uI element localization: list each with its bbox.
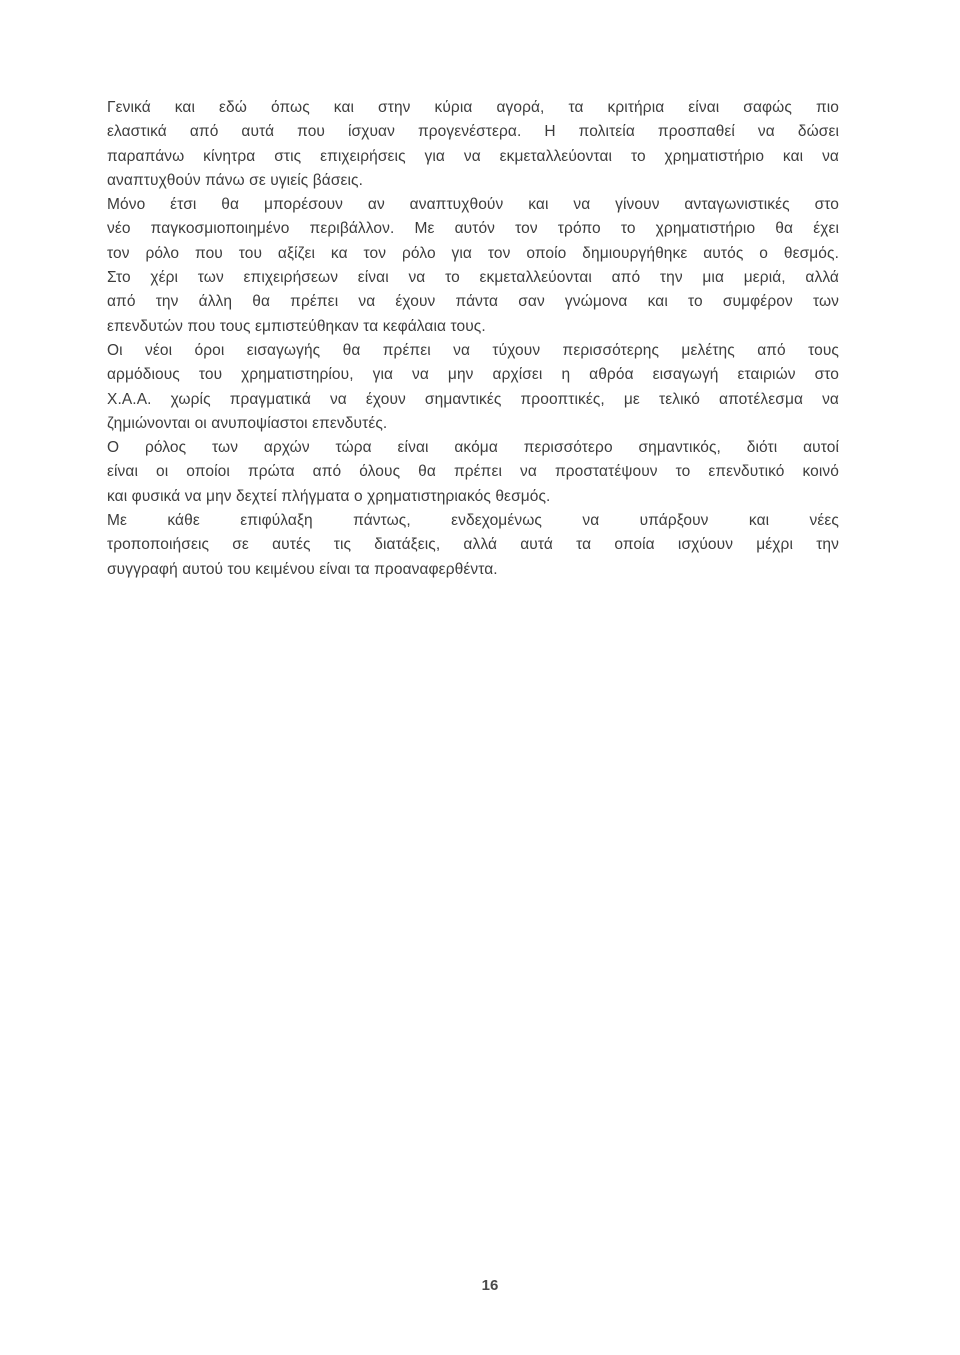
text-line: ζημιώνονται οι ανυποψίαστοι επενδυτές. (107, 414, 388, 432)
text-line: τον ρόλο που του αξίζει κα τον ρόλο για τον οποίο δημιουργήθηκε αυτός ο θεσμός. (107, 244, 839, 262)
page-number: 16 (481, 1277, 499, 1294)
text-line: Γενικά και εδώ όπως και στην κύρια αγορά, τα κριτήρια είναι σαφώς πιο (107, 99, 839, 116)
text-line: και φυσικά να μην δεχτεί πλήγματα ο χρηματιστηριακός θεσμός. (107, 487, 551, 505)
text-line: Χ.Α.Α. χωρίς πραγματικά να έχουν σημαντικές προοπτικές, με τελικό αποτέλεσμα να (107, 390, 839, 408)
text-line: Οι νέοι όροι εισαγωγής θα πρέπει να τύχουν περισσότερης μελέτης από τους (107, 341, 839, 359)
text-line: αναπτυχθούν πάνω σε υγιείς βάσεις. (107, 171, 364, 189)
body-text (107, 96, 839, 582)
text-line: Με κάθε επιφύλαξη πάντως, ενδεχομένως να υπάρξουν και νέες (107, 512, 839, 530)
text-line: συγγραφή αυτού του κειμένου είναι τα προαναφερθέντα. (107, 560, 498, 578)
text-line: είναι οι οποίοι πρώτα από όλους θα πρέπει να προστατέψουν το επενδυτικό κοινό (107, 463, 839, 481)
text-line: επενδυτών που τους εμπιστεύθηκαν τα κεφάλαια τους. (107, 317, 486, 335)
text-line: νέο παγκοσμιοποιημένο περιβάλλον. Με αυτόν τον τρόπο το χρηματιστήριο θα έχει (107, 220, 839, 238)
text-line: παραπάνω κίνητρα στις επιχειρήσεις για να εκμεταλλεύονται το χρηματιστήριο και να (107, 147, 839, 165)
text-line: Στο χέρι των επιχειρήσεων είναι να το εκμεταλλεύονται από την μια μεριά, αλλά (107, 269, 839, 287)
text-line: Ο ρόλος των αρχών τώρα είναι ακόμα περισσότερο σημαντικός, διότι αυτοί (107, 439, 839, 457)
text-line: τροποποιήσεις σε αυτές τις διατάξεις, αλλά αυτά τα οποία ισχύουν μέχρι την (107, 536, 839, 554)
text-line: αρμόδιους του χρηματιστηρίου, για να μην αρχίσει η αθρόα εισαγωγή εταιριών στο (107, 366, 839, 384)
text-line: από την άλλη θα πρέπει να έχουν πάντα σαν γνώμονα και το συμφέρον των (107, 293, 839, 311)
text-line: Μόνο έτσι θα μπορέσουν αν αναπτυχθούν και να γίνουν ανταγωνιστικές στο (107, 196, 839, 214)
text-line: ελαστικά από αυτά που ίσχυαν προγενέστερα. Η πολιτεία προσπαθεί να δώσει (107, 123, 839, 141)
